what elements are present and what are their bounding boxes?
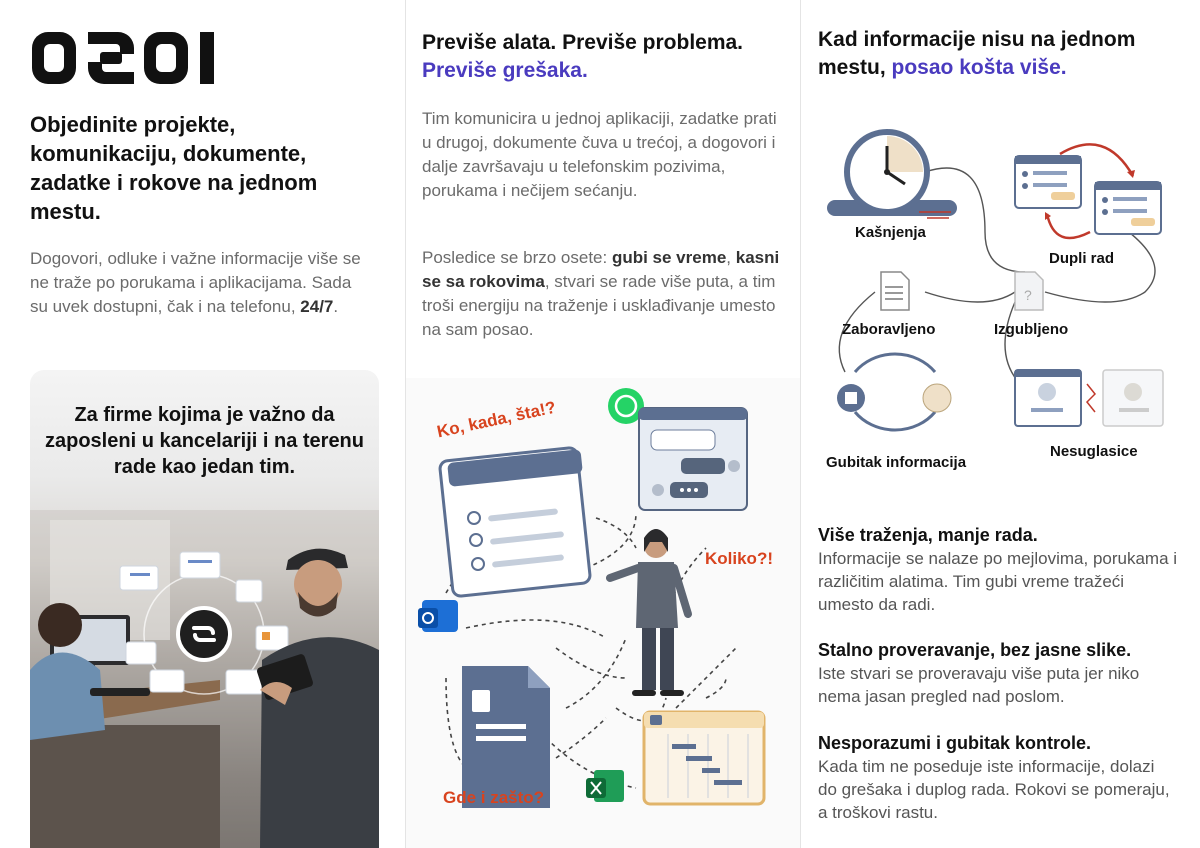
intro-end: . — [333, 297, 339, 316]
feature-text: Kada tim ne poseduje iste informacije, dolazi do grešaka i duplog rada. Rokovi se pomeraju, a troškovi rastu. — [818, 757, 1170, 822]
feature-text: Informacije se nalaze po mejlovima, porukama i različitim alatima. Tim gubi vreme tražeći umesto da radi. — [818, 549, 1178, 614]
callout-koliko: Koliko?! — [705, 549, 773, 568]
chaos-illustration — [406, 378, 800, 848]
heading-accent: Previše grešaka. — [422, 59, 588, 82]
forgotten-document-icon — [881, 272, 909, 310]
feature-text: Iste stvari se proveravaju više puta jer niko nema jasan pregled nad poslom. — [818, 664, 1140, 706]
lost-document-icon — [1015, 272, 1043, 310]
label-gubitak-informacija: Gubitak informacija — [826, 454, 967, 471]
label-kasnjenja: Kašnjenja — [855, 224, 926, 241]
task-list-icon — [439, 447, 590, 597]
osoi-logo — [30, 28, 242, 90]
chat-window-icon — [639, 408, 747, 510]
callout-ko-kada: Ko, kada, šta!? — [435, 397, 558, 442]
column-divider — [800, 0, 801, 848]
team-illustration — [30, 370, 379, 848]
label-izgubljeno: Izgubljeno — [994, 321, 1069, 338]
duplicate-windows-icon — [1015, 144, 1161, 238]
feature-title: Nesporazumi i gubitak kontrole. — [818, 733, 1092, 753]
intro-paragraph — [30, 247, 370, 319]
conseq-c: , — [726, 248, 736, 267]
consequences-paragraph — [422, 246, 787, 342]
feature-title: Više traženja, manje rada. — [818, 525, 1038, 545]
gantt-calendar-icon — [644, 712, 764, 804]
conseq-d: kasni se sa rokovima — [422, 248, 780, 291]
callout-gde-zasto: Gde i zašto? — [443, 788, 545, 807]
conseq-b: gubi se vreme — [611, 248, 727, 267]
disagreement-icon — [1015, 370, 1163, 426]
column-3-heading — [818, 26, 1178, 82]
main-headline: Objedinite projekte, komunikaciju, dokumente, zadatke i rokove na jednom mestu. — [30, 112, 318, 224]
svg-text:?: ? — [1024, 287, 1032, 303]
label-nesuglasice: Nesuglasice — [1050, 443, 1138, 460]
intro-text: Dogovori, odluke i važne informacije više se ne traže po porukama i aplikacijama. Sada su uvek dostupni, čak i na telefonu, — [30, 249, 361, 316]
conseq-e: , stvari se rade više puta, a tim troši energiju na traženje i usklađivanje umesto na sam posao. — [422, 272, 776, 339]
feature-title: Stalno proveravanje, bez jasne slike. — [818, 640, 1132, 660]
clock-icon — [827, 132, 957, 218]
problem-paragraph: Tim komunicira u jednoj aplikaciji, zadatke prati u drugoj, dokumente čuva u trećoj, a dogovori i dalje završavaju u telefonskim pozivima, porukama i nečijem sećanju. — [422, 109, 777, 200]
conseq-a: Posledice se brzo osete: — [422, 248, 612, 267]
team-photo-card — [30, 370, 379, 848]
intro-bold: 24/7 — [300, 297, 334, 316]
card-title: Za firme kojima je važno da zaposleni u kancelariji i na terenu rade kao jedan tim. — [45, 404, 364, 478]
heading-accent: posao košta više. — [891, 56, 1067, 79]
label-dupli-rad: Dupli rad — [1049, 250, 1115, 267]
info-loss-cycle-icon — [837, 354, 951, 430]
heading-black: Kad informacije nisu na jednom mestu, — [818, 28, 1136, 79]
document-icon — [462, 666, 550, 808]
heading-black: Previše alata. Previše problema. — [422, 31, 744, 54]
problems-diagram — [815, 112, 1175, 482]
label-zaboravljeno: Zaboravljeno — [842, 321, 936, 338]
outlook-icon — [418, 600, 458, 632]
column-2-heading — [422, 29, 792, 85]
